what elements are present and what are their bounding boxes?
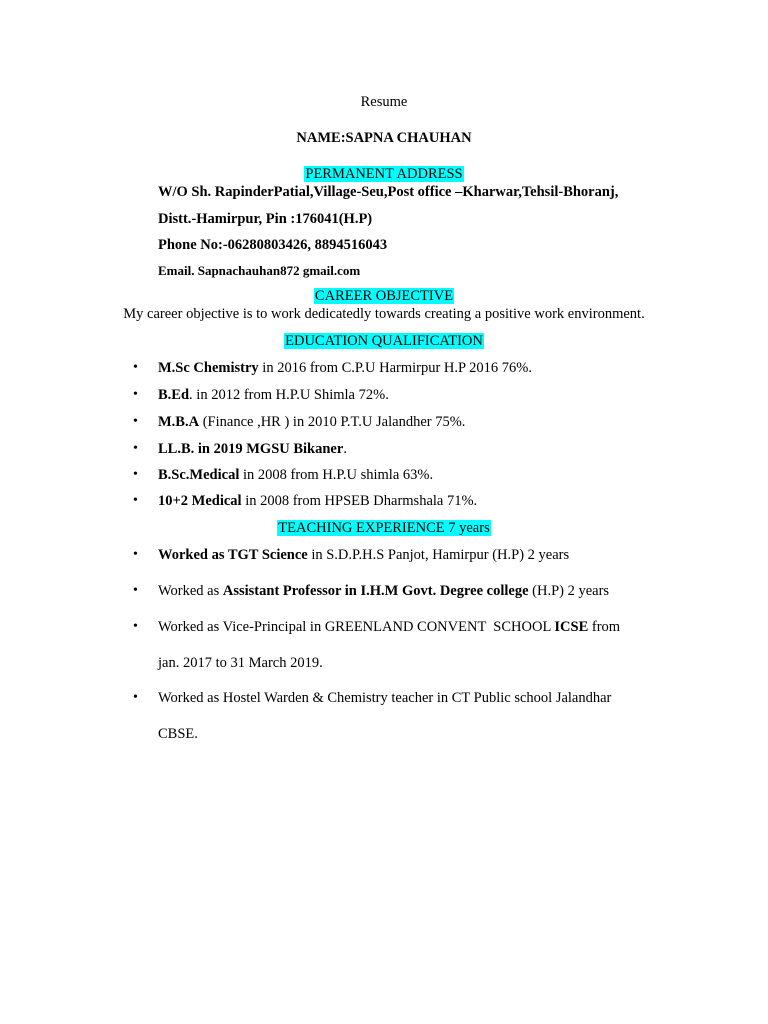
experience-item-text [158, 546, 569, 564]
experience-item-detail: from [588, 619, 621, 635]
experience-item-title: Worked as TGT Science [158, 547, 308, 563]
bullet-icon: • [133, 467, 138, 482]
education-item-title: M.B.A [158, 414, 200, 430]
education-item-detail: . [343, 441, 347, 457]
education-item-detail: in 2008 from H.P.U shimla 63%. [239, 467, 434, 483]
career-objective-header-row [0, 287, 768, 305]
education-item-title: M.Sc Chemistry [158, 360, 259, 376]
bullet-icon: • [133, 493, 138, 508]
experience-item-text [158, 618, 620, 636]
education-item-detail: in 2016 from C.P.U Harmirpur H.P 2016 76%. [258, 360, 533, 376]
address-line-1: W/O Sh. RapinderPatial,Village-Seu,Post office –Kharwar,Tehsil-Bhoranj, [158, 184, 619, 200]
teaching-header-row [0, 519, 768, 537]
education-item-text [158, 466, 433, 484]
education-item-text [158, 413, 465, 431]
teaching-experience-header: TEACHING EXPERIENCE 7 years [278, 520, 490, 536]
bullet-icon: • [133, 414, 138, 429]
experience-item-detail: in S.D.P.H.S Panjot, Hamirpur (H.P) 2 years [307, 547, 570, 563]
experience-item-text [158, 582, 609, 600]
bullet-icon: • [133, 583, 138, 598]
education-item-title: LL.B. in 2019 MGSU Bikaner [158, 441, 344, 457]
email-line: Email. Sapnachauhan872 gmail.com [158, 263, 361, 278]
bullet-icon: • [133, 441, 138, 456]
education-item-detail: (Finance ,HR ) in 2010 P.T.U Jalandher 75%. [199, 414, 466, 430]
phone-line: Phone No:-06280803426, 8894516043 [158, 237, 388, 253]
permanent-address-header-row [0, 165, 768, 183]
education-item-detail: in 2008 from HPSEB Dharmshala 71%. [241, 493, 478, 509]
experience-item-text: Worked as Hostel Warden & Chemistry teacher in CT Public school Jalandhar [158, 690, 612, 706]
bullet-icon: • [133, 690, 138, 705]
education-item-text [158, 492, 477, 510]
name-line: NAME:SAPNA CHAUHAN [296, 130, 472, 146]
experience-item-continuation: jan. 2017 to 31 March 2019. [158, 655, 323, 671]
experience-item-continuation: CBSE. [158, 726, 198, 742]
experience-item-detail: (H.P) 2 years [528, 583, 610, 599]
permanent-address-header: PERMANENT ADDRESS [305, 166, 463, 182]
experience-item-prefix: Worked as [158, 583, 223, 599]
education-item-title: 10+2 Medical [158, 493, 242, 509]
resume-heading: Resume [360, 94, 408, 110]
career-objective-text: My career objective is to work dedicatedly towards creating a positive work environment. [123, 306, 645, 322]
bullet-icon: • [133, 619, 138, 634]
education-item-text [158, 386, 389, 404]
experience-item-title: Assistant Professor in I.H.M Govt. Degree college [222, 583, 529, 599]
education-item-title: B.Sc.Medical [158, 467, 240, 483]
education-item-text [158, 440, 347, 458]
experience-item-prefix: Worked as Vice-Principal in GREENLAND CONVENT SCHOOL [158, 619, 555, 635]
education-item-title: B.Ed [158, 387, 190, 403]
experience-item-title: ICSE [554, 619, 589, 635]
education-item-detail: . in 2012 from H.P.U Shimla 72%. [189, 387, 389, 403]
bullet-icon: • [133, 387, 138, 402]
education-header-row [0, 332, 768, 350]
address-line-2: Distt.-Hamirpur, Pin :176041(H.P) [158, 211, 373, 227]
bullet-icon: • [133, 547, 138, 562]
education-item-text [158, 359, 532, 377]
bullet-icon: • [133, 360, 138, 375]
education-header: EDUCATION QUALIFICATION [285, 333, 483, 349]
career-objective-header: CAREER OBJECTIVE [314, 288, 454, 304]
